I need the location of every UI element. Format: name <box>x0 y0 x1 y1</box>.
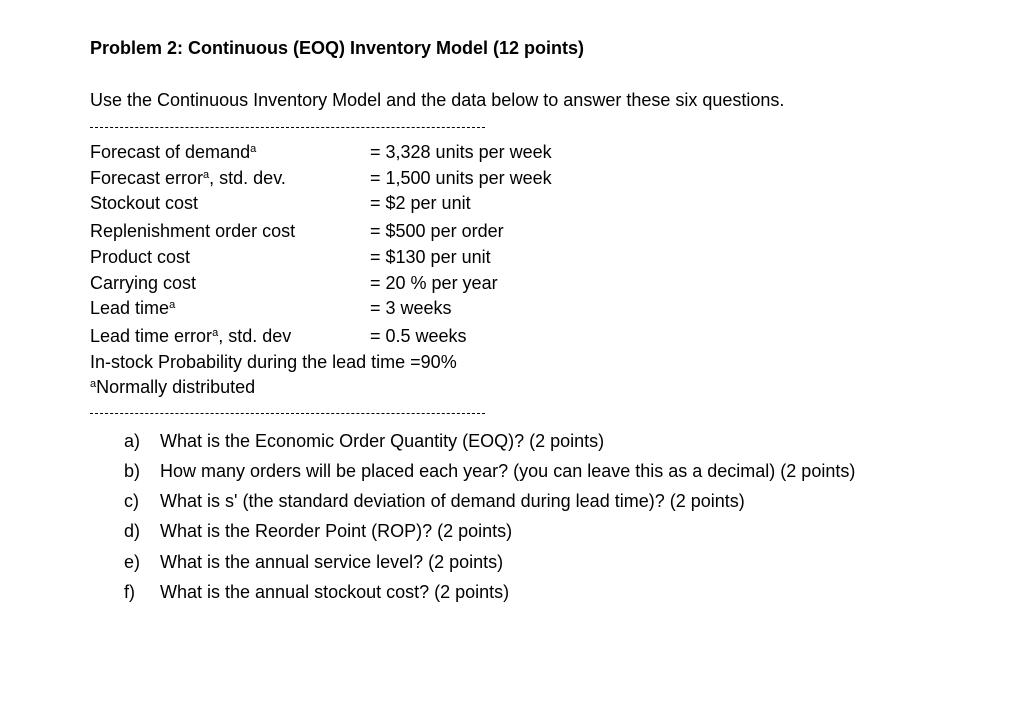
question-text: What is the annual service level? (2 points) <box>160 552 504 572</box>
data-label: Product cost <box>90 247 191 267</box>
data-value: = 1,500 units per week <box>370 168 552 188</box>
question-text: What is s' (the standard deviation of demand during lead time)? (2 points) <box>160 491 745 511</box>
data-label: Forecast of demand$^a$ <box>90 142 257 162</box>
data-value: = $130 per unit <box>370 247 491 267</box>
data-label: Forecast error$^a$, std. dev. <box>90 168 286 188</box>
data-value: = 3 weeks <box>370 298 452 318</box>
question-text: What is the annual stockout cost? (2 points) <box>160 582 510 602</box>
footnote: $^a$Normally distributed <box>90 377 256 397</box>
question-letter: b) <box>124 461 141 481</box>
question-letter: f) <box>124 582 135 602</box>
question-text: What is the Reorder Point (ROP)? (2 points) <box>160 521 513 541</box>
data-label: Stockout cost <box>90 193 199 213</box>
question-text: What is the Economic Order Quantity (EOQ)? (2 points) <box>160 431 605 451</box>
data-value: = 3,328 units per week <box>370 142 552 162</box>
dashed-divider-bottom <box>90 413 485 414</box>
question-letter: c) <box>124 491 139 511</box>
data-value: = 20 % per year <box>370 273 498 293</box>
question-text: How many orders will be placed each year? (you can leave this as a decimal) (2 points) <box>160 461 856 481</box>
instock-probability: In-stock Probability during the lead time =90% <box>90 352 457 372</box>
question-letter: d) <box>124 521 141 541</box>
data-label: Replenishment order cost <box>90 221 296 241</box>
dashed-divider-top <box>90 127 485 128</box>
data-label: Lead time error$^a$, std. dev <box>90 326 292 346</box>
problem-intro: Use the Continuous Inventory Model and the data below to answer these six questions. <box>90 90 785 110</box>
data-value: = $2 per unit <box>370 193 471 213</box>
problem-title: Problem 2: Continuous (EOQ) Inventory Model (12 points) <box>90 38 585 58</box>
question-letter: e) <box>124 552 141 572</box>
data-label: Carrying cost <box>90 273 197 293</box>
data-value: = 0.5 weeks <box>370 326 467 346</box>
question-letter: a) <box>124 431 141 451</box>
data-label: Lead time$^a$ <box>90 298 176 318</box>
data-value: = $500 per order <box>370 221 504 241</box>
